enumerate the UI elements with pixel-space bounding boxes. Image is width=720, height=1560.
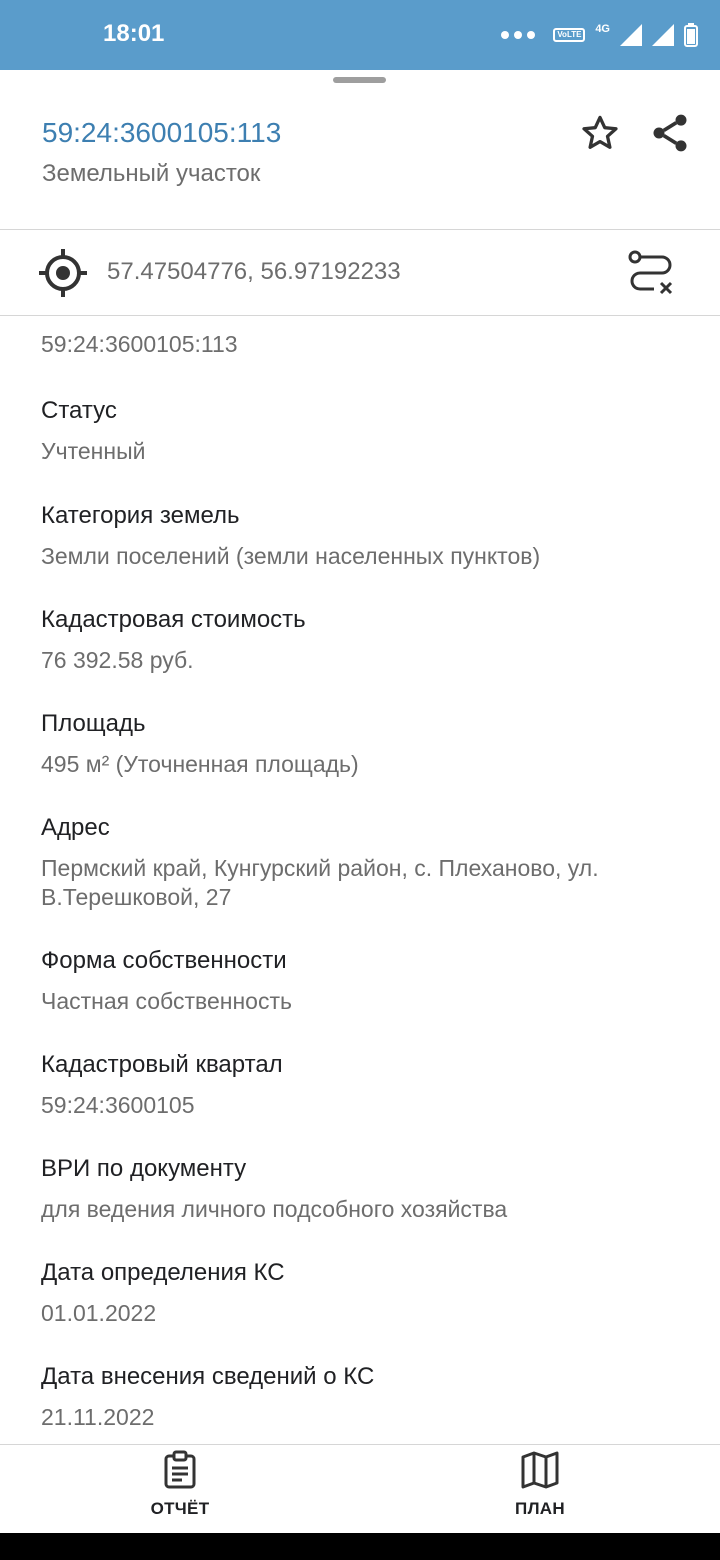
field-label: Дата определения КС bbox=[41, 1259, 285, 1286]
share-button[interactable] bbox=[648, 111, 692, 155]
field-value: 21.11.2022 bbox=[41, 1404, 155, 1430]
clipboard-report-icon bbox=[162, 1451, 198, 1489]
route-clear-icon bbox=[624, 246, 678, 300]
volte-icon: VoLTE bbox=[553, 28, 585, 42]
field-value: Пермский край, Кунгурский район, с. Плеханово, ул. В.Терешковой, 27 bbox=[41, 855, 599, 910]
field-value: Земли поселений (земли населенных пунктов) bbox=[41, 543, 541, 569]
locate-button[interactable] bbox=[38, 248, 88, 298]
field-label: Кадастровый квартал bbox=[41, 1051, 283, 1078]
field-value: 01.01.2022 bbox=[41, 1300, 157, 1326]
status-bar bbox=[0, 0, 720, 70]
more-notifications-icon bbox=[501, 31, 535, 39]
report-button[interactable] bbox=[90, 1445, 270, 1533]
page-title: 59:24:3600105:113 bbox=[42, 117, 282, 148]
coordinates-divider bbox=[0, 315, 720, 316]
field-ownership bbox=[41, 946, 681, 1016]
page-subtitle: Земельный участок bbox=[42, 160, 261, 187]
field-area bbox=[41, 709, 681, 779]
coordinates-row bbox=[0, 230, 720, 316]
field-label: Площадь bbox=[41, 710, 146, 737]
field-label: Категория земель bbox=[41, 502, 240, 529]
field-value: 495 м² (Уточненная площадь) bbox=[41, 751, 359, 777]
field-label: Форма собственности bbox=[41, 947, 287, 974]
map-icon bbox=[520, 1451, 560, 1489]
field-cadastral-value bbox=[41, 605, 681, 675]
field-label: Дата внесения сведений о КС bbox=[41, 1363, 375, 1390]
field-label: Кадастровая стоимость bbox=[41, 606, 306, 633]
field-value: Частная собственность bbox=[41, 988, 292, 1014]
bottom-navigation bbox=[0, 1445, 720, 1533]
field-cadastral-quarter bbox=[41, 1050, 681, 1120]
report-label: ОТЧЁТ bbox=[150, 1499, 210, 1518]
field-permitted-use bbox=[41, 1154, 681, 1224]
crosshair-icon bbox=[38, 248, 88, 298]
field-land-category bbox=[41, 501, 681, 571]
field-value: 59:24:3600105 bbox=[41, 1092, 195, 1118]
share-icon bbox=[648, 111, 692, 155]
field-valuation-date bbox=[41, 1258, 681, 1328]
field-value: 59:24:3600105:113 bbox=[41, 331, 238, 357]
field-entry-date bbox=[41, 1362, 681, 1432]
system-navigation-bar bbox=[0, 1533, 720, 1560]
route-button[interactable] bbox=[624, 246, 678, 300]
network-type-label: 4G bbox=[595, 23, 610, 35]
status-time: 18:01 bbox=[103, 20, 165, 47]
plan-label: ПЛАН bbox=[515, 1499, 565, 1518]
favorite-button[interactable] bbox=[578, 111, 622, 155]
signal-icon bbox=[652, 24, 674, 46]
coordinates-text: 57.47504776, 56.97192233 bbox=[107, 258, 401, 285]
plan-button[interactable] bbox=[450, 1445, 630, 1533]
field-label: Адрес bbox=[41, 814, 110, 841]
details-list[interactable] bbox=[0, 316, 720, 1444]
star-outline-icon bbox=[578, 111, 622, 155]
status-icons bbox=[501, 18, 698, 52]
field-label: ВРИ по документу bbox=[41, 1155, 247, 1182]
field-value: Учтенный bbox=[41, 438, 146, 464]
field-value: 76 392.58 руб. bbox=[41, 647, 194, 673]
field-address bbox=[41, 813, 681, 912]
signal-icon bbox=[620, 24, 642, 46]
field-value: для ведения личного подсобного хозяйства bbox=[41, 1196, 508, 1222]
drag-handle[interactable] bbox=[333, 77, 386, 83]
field-label: Статус bbox=[41, 397, 117, 424]
battery-icon bbox=[684, 23, 698, 47]
field-status bbox=[41, 396, 681, 466]
